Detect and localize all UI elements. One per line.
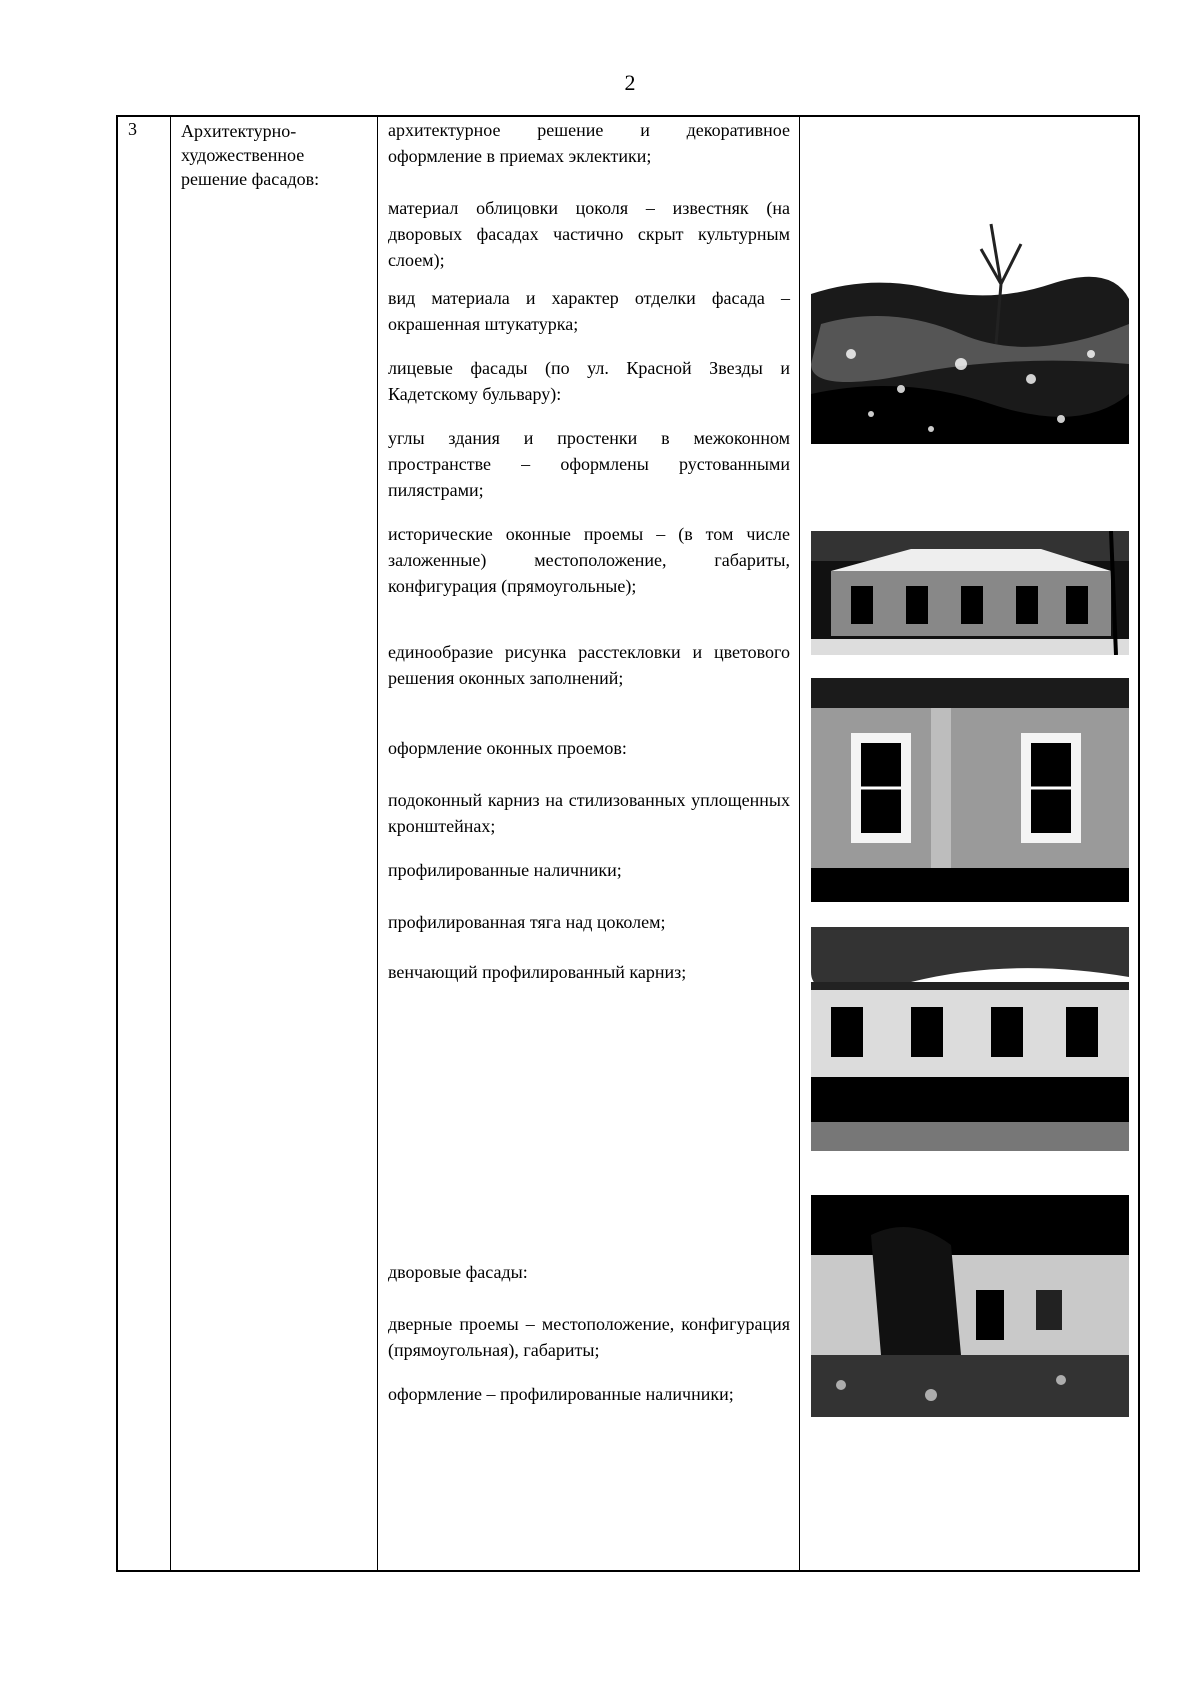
list-item: дверные проемы – местоположение, конфигурация (прямоугольная), габариты; (388, 1314, 790, 1360)
column-divider (170, 117, 171, 1570)
page-number: 2 (624, 70, 636, 95)
column-divider (377, 117, 378, 1570)
list-item: исторические оконные проемы – (в том числе заложенные) местоположение, габариты, конфигурация (прямоугольные); (388, 524, 790, 596)
list-item: лицевые фасады (по ул. Красной Звезды и Кадетскому бульвару): (388, 358, 790, 404)
list-item: дворовые фасады: (388, 1262, 528, 1282)
facade-photo-courtyard (811, 1195, 1129, 1417)
facade-photo-vegetation (811, 204, 1129, 444)
list-item: профилированные наличники; (388, 860, 622, 880)
list-item: профилированная тяга над цоколем; (388, 912, 666, 932)
list-item: венчающий профилированный карниз; (388, 962, 687, 982)
list-item: единообразие рисунка расстекловки и цветового решения оконных заполнений; (388, 642, 790, 688)
list-item: оформление оконных проемов: (388, 738, 627, 758)
facade-photo-street (811, 531, 1129, 655)
list-item: подоконный карниз на стилизованных уплощенных кронштейнах; (388, 790, 790, 836)
list-item: вид материала и характер отделки фасада – окрашенная штукатурка; (388, 288, 790, 334)
list-item: углы здания и простенки в межоконном пространстве – оформлены рустованными пилястрами; (388, 428, 790, 500)
facade-photo-cornice (811, 927, 1129, 1151)
facade-photo-windows (811, 678, 1129, 902)
list-item: оформление – профилированные наличники; (388, 1384, 734, 1404)
section-title: Архитектурно-художественное решение фасадов: (181, 121, 320, 189)
column-divider (799, 117, 800, 1570)
row-number: 3 (128, 119, 137, 139)
table-row (116, 115, 1140, 1572)
list-item: материал облицовки цоколя – известняк (на дворовых фасадах частично скрыт культурным слоем); (388, 198, 790, 270)
list-item: архитектурное решение и декоративное оформление в приемах эклектики; (388, 120, 790, 166)
